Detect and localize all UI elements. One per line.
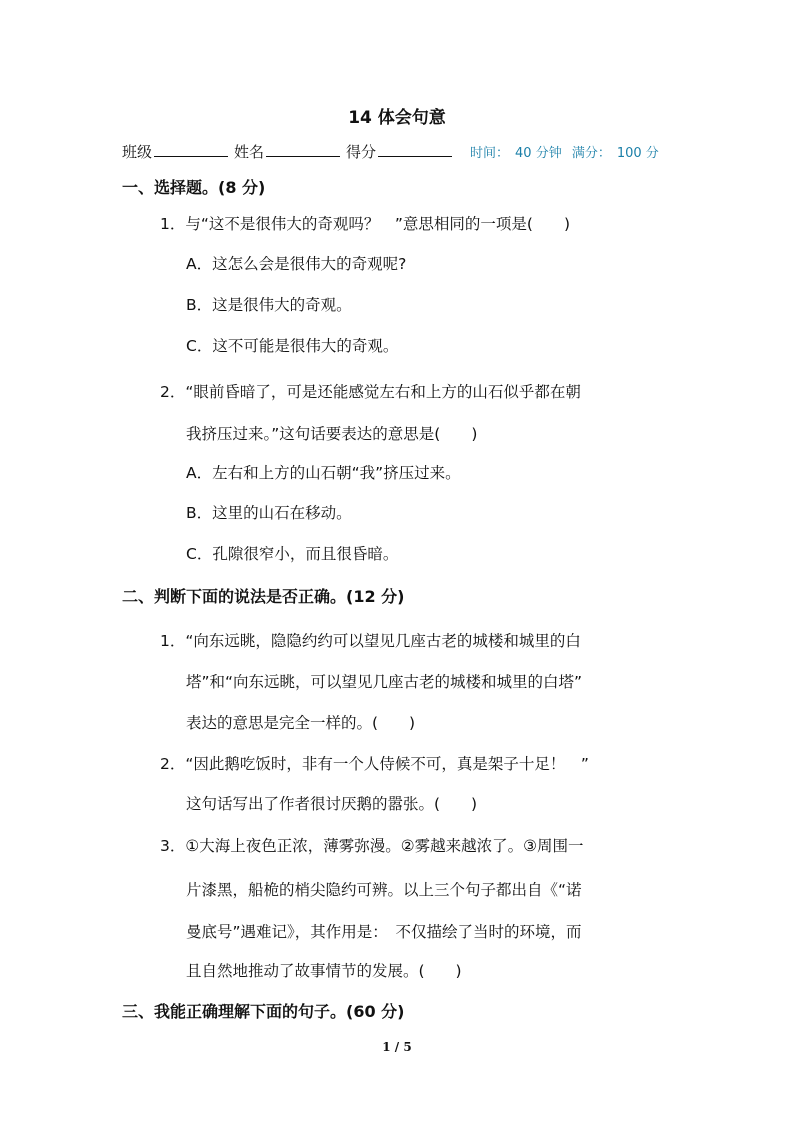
class-field [122,141,228,162]
score-label: 得分 [346,143,377,161]
s2-q2-line-1: 2．“因此鹅吃饭时，非有一个人侍候不可，真是架子十足！ ” [160,755,589,773]
s1-q2-option-c[interactable]: C．孔隙很窄小，而且很昏暗。 [186,545,399,563]
name-label: 姓名 [234,143,265,161]
s2-q3-line-1: 3．①大海上夜色正浓，薄雾弥漫。②雾越来越浓了。③周围一 [160,837,584,855]
section-2-heading: 二、判断下面的说法是否正确。(12 分) [122,587,405,606]
s2-q1-line-1: 1．“向东远眺，隐隐约约可以望见几座古老的城楼和城里的白 [160,632,581,650]
s2-q1-line-2: 塔”和“向东远眺，可以望见几座古老的城楼和城里的白塔” [186,673,583,691]
class-label: 班级 [122,143,153,161]
s1-q2-option-b[interactable]: B．这里的山石在移动。 [186,504,352,522]
s1-q1-stem: 1．与“这不是很伟大的奇观吗？ ”意思相同的一项是( ) [160,215,571,233]
s1-q1-option-b[interactable]: B．这是很伟大的奇观。 [186,296,352,314]
s2-q3-line-2: 片漆黑，船桅的梢尖隐约可辨。以上三个句子都出自《“诺 [186,881,582,899]
full-score-label: 满分： [571,146,611,161]
page-number: 1 / 5 [382,1040,412,1054]
s1-q1-option-a[interactable]: A．这怎么会是很伟大的奇观呢? [186,255,407,273]
section-1-heading: 一、选择题。(8 分) [122,178,266,197]
name-field [234,141,340,162]
s2-q3-line-4: 且自然地推动了故事情节的发展。( ) [186,962,462,980]
time-value: 40 分钟 [515,146,562,161]
s1-q2-option-a[interactable]: A．左右和上方的山石朝“我”挤压过来。 [186,464,461,482]
name-blank[interactable] [266,141,340,157]
s1-q2-stem-line-1: 2．“眼前昏暗了，可是还能感觉左右和上方的山石似乎都在朝 [160,383,581,401]
section-3-heading: 三、我能正确理解下面的句子。(60 分) [122,1002,405,1021]
s2-q2-line-2: 这句话写出了作者很讨厌鹅的嚣张。( ) [186,795,478,813]
s2-q3-line-3: 曼底号”遇难记》，其作用是： 不仅描绘了当时的环境，而 [186,923,582,941]
full-score-value: 100 分 [616,146,659,161]
score-blank[interactable] [378,141,452,157]
score-field [346,141,452,162]
s2-q1-line-3: 表达的意思是完全一样的。( ) [186,714,416,732]
page-title: 14 体会句意 [348,108,446,128]
time-label: 时间： [470,146,510,161]
exam-meta [470,142,665,161]
class-blank[interactable] [154,141,228,157]
s1-q2-stem-line-2: 我挤压过来。”这句话要表达的意思是( ) [186,425,478,443]
s1-q1-option-c[interactable]: C．这不可能是很伟大的奇观。 [186,337,399,355]
